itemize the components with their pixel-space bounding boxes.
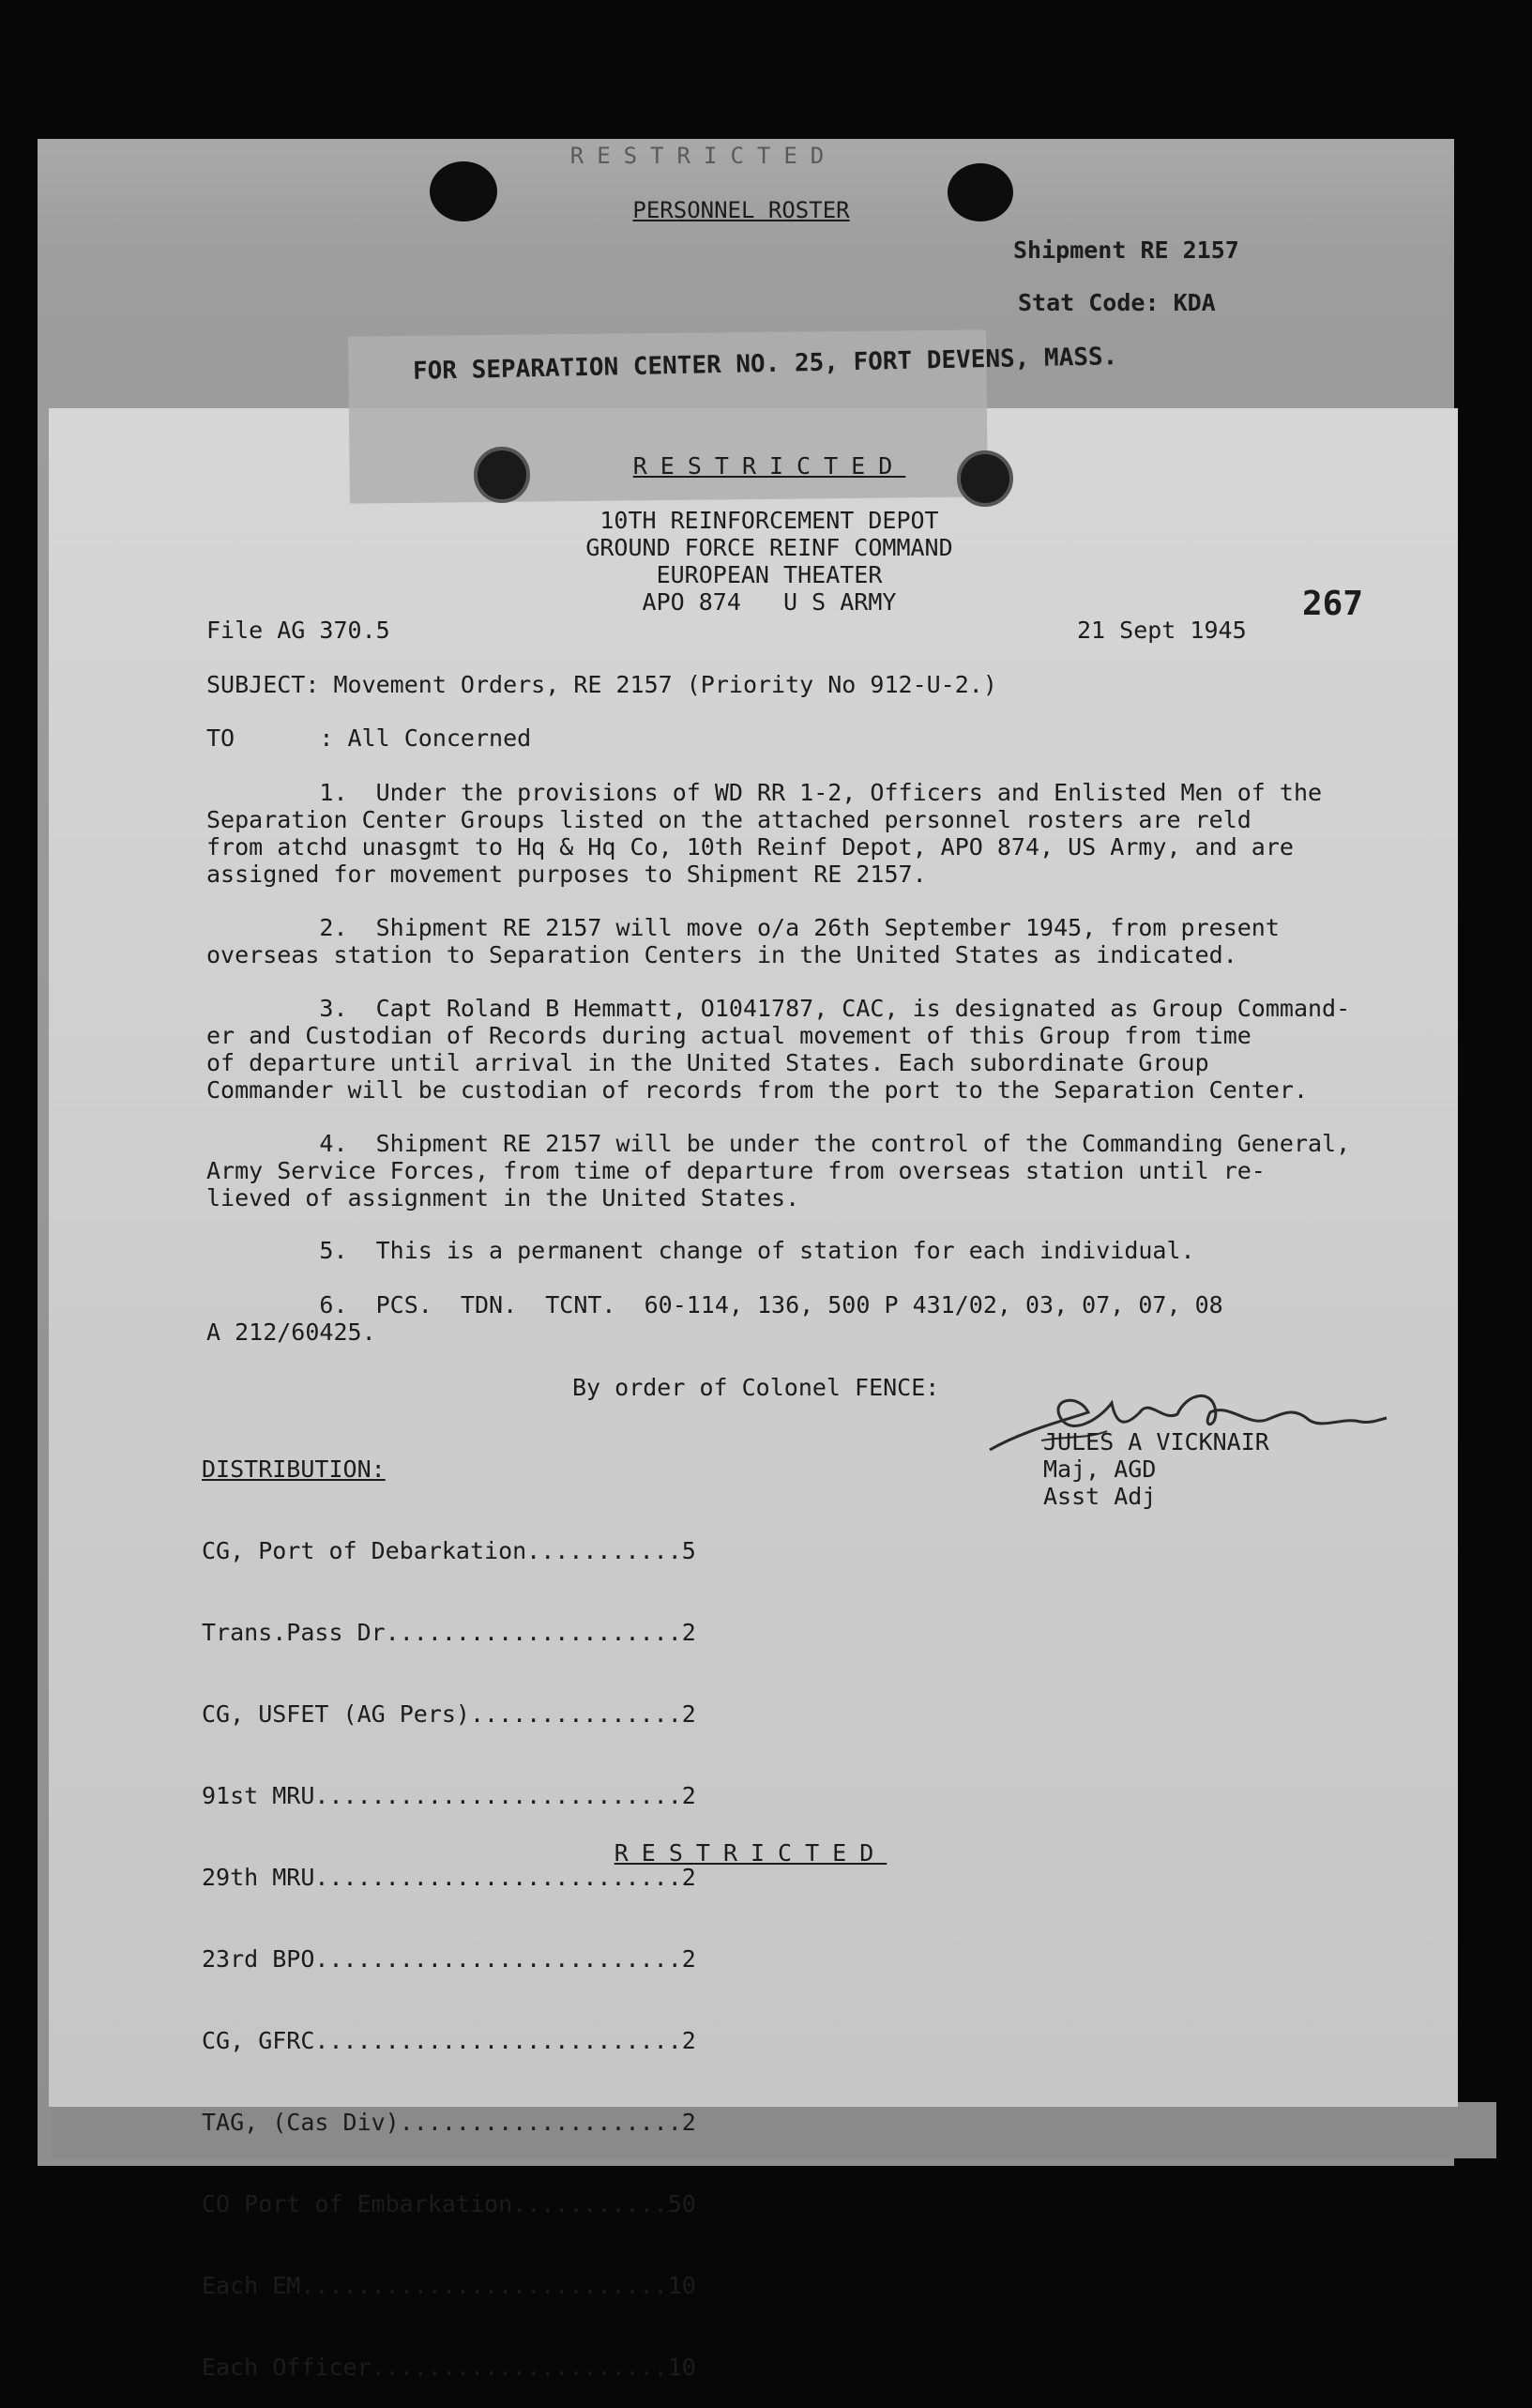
paragraph-5: 5. This is a permanent change of station for each individual. [206,1237,1195,1264]
distribution-row: Each Officer.....................10 [202,2354,696,2381]
punch-hole [948,163,1013,221]
signatory-name: JULES A VICKNAIR [1043,1428,1269,1455]
distribution-heading: DISTRIBUTION: [202,1455,386,1483]
shipment-number: Shipment RE 2157 [1013,236,1239,264]
distribution-row: 91st MRU..........................2 [202,1782,696,1809]
distribution-row: CG, USFET (AG Pers)...............2 [202,1700,696,1728]
stat-code: Stat Code: KDA [1018,289,1216,316]
letterhead-line-4: APO 874 U S ARMY [642,588,897,616]
classification-top: RESTRICTED [632,452,906,480]
paragraph-4: 4. Shipment RE 2157 will be under the control of the Commanding General, Army Service Forces, from time of departure from overseas station until re- lieved of assignment in the United States. [206,1130,1351,1212]
roster-title: PERSONNEL ROSTER [632,197,850,223]
distribution-row: CO Port of Embarkation...........50 [202,2190,696,2217]
distribution-row: CG, Port of Debarkation...........5 [202,1537,696,1564]
punch-hole [430,161,497,221]
signatory-rank: Maj, AGD [1043,1455,1157,1483]
classification-bottom: RESTRICTED [614,1839,887,1867]
paragraph-1: 1. Under the provisions of WD RR 1-2, Officers and Enlisted Men of the Separation Center Groups listed on the attached personnel rosters are reld from atchd unasgmt to Hq & Hq Co, 10th Reinf Depot, APO 874, US Army, and are assigned for movement purposes to Shipment RE 2157. [206,779,1323,888]
subject-line: SUBJECT: Movement Orders, RE 2157 (Priority No 912-U-2.) [206,671,997,698]
file-reference: File AG 370.5 [206,617,390,644]
letterhead-line-3: EUROPEAN THEATER [656,561,883,588]
paragraph-2: 2. Shipment RE 2157 will move o/a 26th September 1945, from present overseas station to Separation Centers in the United States as indicated. [206,914,1280,968]
order-authority: By order of Colonel FENCE: [572,1374,940,1401]
signatory-title: Asst Adj [1043,1483,1157,1510]
distribution-row: 23rd BPO..........................2 [202,1945,696,1973]
order-date: 21 Sept 1945 [1077,617,1247,644]
page-number: 267 [1302,585,1364,623]
punch-hole [474,447,530,503]
paragraph-3: 3. Capt Roland B Hemmatt, O1041787, CAC, is designated as Group Command- er and Custodian of Records during actual movement of this Group from time of departure until arrival in the United States. Each subordinate Group Commander will be custodian of records from the port to the Separation Center. [206,995,1351,1104]
to-line: TO : All Concerned [206,724,532,752]
distribution-row: TAG, (Cas Div)....................2 [202,2109,696,2136]
distribution-row: CG, GFRC..........................2 [202,2027,696,2054]
distribution-row: Each EM..........................10 [202,2272,696,2299]
distribution-row: Trans.Pass Dr.....................2 [202,1619,696,1646]
distribution-row: 29th MRU..........................2 [202,1864,696,1891]
letterhead-line-2: GROUND FORCE REINF COMMAND [585,534,953,561]
letterhead-line-1: 10TH REINFORCEMENT DEPOT [599,507,939,534]
punch-hole [957,450,1013,507]
roster-restricted-stamp: RESTRICTED [569,143,838,169]
paragraph-6: 6. PCS. TDN. TCNT. 60-114, 136, 500 P 431/02, 03, 07, 07, 08 A 212/60425. [206,1291,1223,1346]
separation-center: FOR SEPARATION CENTER NO. 25, FORT DEVENS, MASS. [412,343,1118,386]
distribution-list [202,1483,696,2408]
